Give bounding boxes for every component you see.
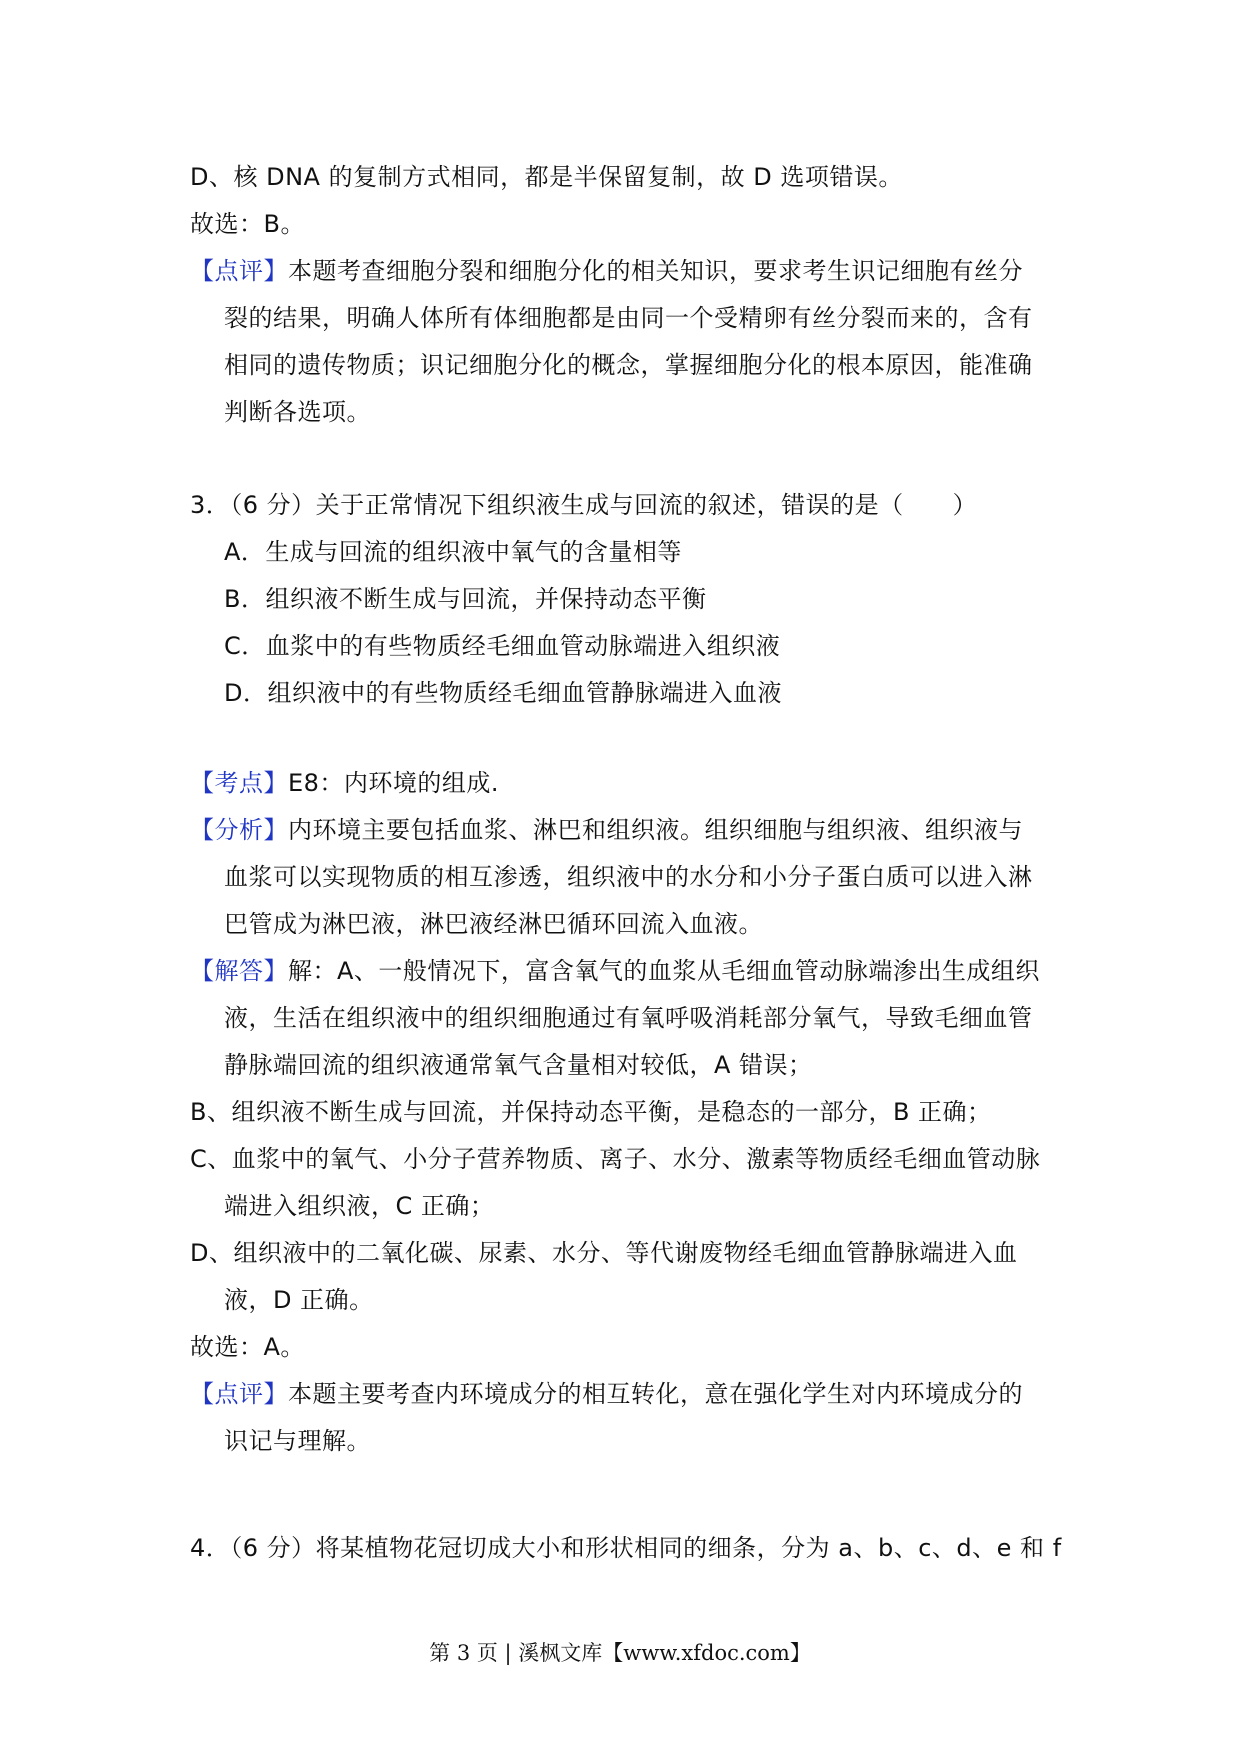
question2-tail	[190, 154, 1060, 436]
question4-stem: 4．（6 分）将某植物花冠切成大小和形状相同的细条，分为 a、b、c、d、e 和 f	[190, 1534, 1062, 1562]
page-footer: 第 3 页 | 溪枫文库【www.xfdoc.com】	[429, 1641, 811, 1665]
jieda-line-1	[190, 948, 1060, 995]
fenxi-tag: 【分析】	[190, 816, 288, 844]
question3-option-d: D．组织液中的有些物质经毛细血管静脉端进入血液	[224, 679, 782, 707]
question3-option-b: B．组织液不断生成与回流，并保持动态平衡	[224, 585, 707, 613]
kaodian-tag: 【考点】	[190, 769, 288, 797]
kaodian-text: E8：内环境的组成.	[288, 769, 500, 797]
dianping-line-2: 识记与理解。	[224, 1427, 371, 1455]
jieda-b-line: B、组织液不断生成与回流，并保持动态平衡，是稳态的一部分，B 正确；	[190, 1098, 992, 1126]
comment-line-3: 相同的遗传物质；识记细胞分化的概念，掌握细胞分化的根本原因，能准确	[224, 351, 1033, 379]
comment-line-1	[190, 248, 1060, 295]
comment-line-2: 裂的结果，明确人体所有体细胞都是由同一个受精卵有丝分裂而来的，含有	[224, 304, 1033, 332]
dianping-line-1	[190, 1371, 1060, 1418]
jieda-c-line-1: C、血浆中的氧气、小分子营养物质、离子、水分、激素等物质经毛细血管动脉	[190, 1145, 1041, 1173]
option-d-explanation: D、核 DNA 的复制方式相同，都是半保留复制，故 D 选项错误。	[190, 163, 903, 191]
dianping-text-1: 本题主要考查内环境成分的相互转化，意在强化学生对内环境成分的	[288, 1380, 1023, 1408]
question3	[190, 482, 1060, 717]
comment-text-1: 本题考查细胞分裂和细胞分化的相关知识，要求考生识记细胞有丝分	[288, 257, 1023, 285]
question4	[190, 1525, 1060, 1572]
answer-line-q3: 故选：A。	[190, 1333, 305, 1361]
answer-line: 故选：B。	[190, 210, 305, 238]
question3-option-c: C．血浆中的有些物质经毛细血管动脉端进入组织液	[224, 632, 781, 660]
dianping-tag: 【点评】	[190, 1380, 288, 1408]
comment-tag: 【点评】	[190, 257, 288, 285]
kaodian-line	[190, 760, 1060, 807]
jieda-c-line-2: 端进入组织液，C 正确；	[224, 1192, 495, 1220]
fenxi-line-2: 血浆可以实现物质的相互渗透，组织液中的水分和小分子蛋白质可以进入淋	[224, 863, 1033, 891]
fenxi-text-1: 内环境主要包括血浆、淋巴和组织液。组织细胞与组织液、组织液与	[288, 816, 1023, 844]
jieda-text-1: 解：A、一般情况下，富含氧气的血浆从毛细血管动脉端渗出生成组织	[288, 957, 1040, 985]
jieda-d-line-1: D、组织液中的二氧化碳、尿素、水分、等代谢废物经毛细血管静脉端进入血	[190, 1239, 1018, 1267]
jieda-d-line-2: 液，D 正确。	[224, 1286, 374, 1314]
comment-line-4: 判断各选项。	[224, 398, 371, 426]
question3-solution	[190, 760, 1060, 1465]
question3-stem: 3．（6 分）关于正常情况下组织液生成与回流的叙述，错误的是（ ）	[190, 491, 978, 519]
jieda-line-3: 静脉端回流的组织液通常氧气含量相对较低，A 错误；	[224, 1051, 813, 1079]
jieda-tag: 【解答】	[190, 957, 288, 985]
fenxi-line-3: 巴管成为淋巴液，淋巴液经淋巴循环回流入血液。	[224, 910, 763, 938]
fenxi-line-1	[190, 807, 1060, 854]
question3-option-a: A．生成与回流的组织液中氧气的含量相等	[224, 538, 682, 566]
jieda-line-2: 液，生活在组织液中的组织细胞通过有氧呼吸消耗部分氧气，导致毛细血管	[224, 1004, 1033, 1032]
